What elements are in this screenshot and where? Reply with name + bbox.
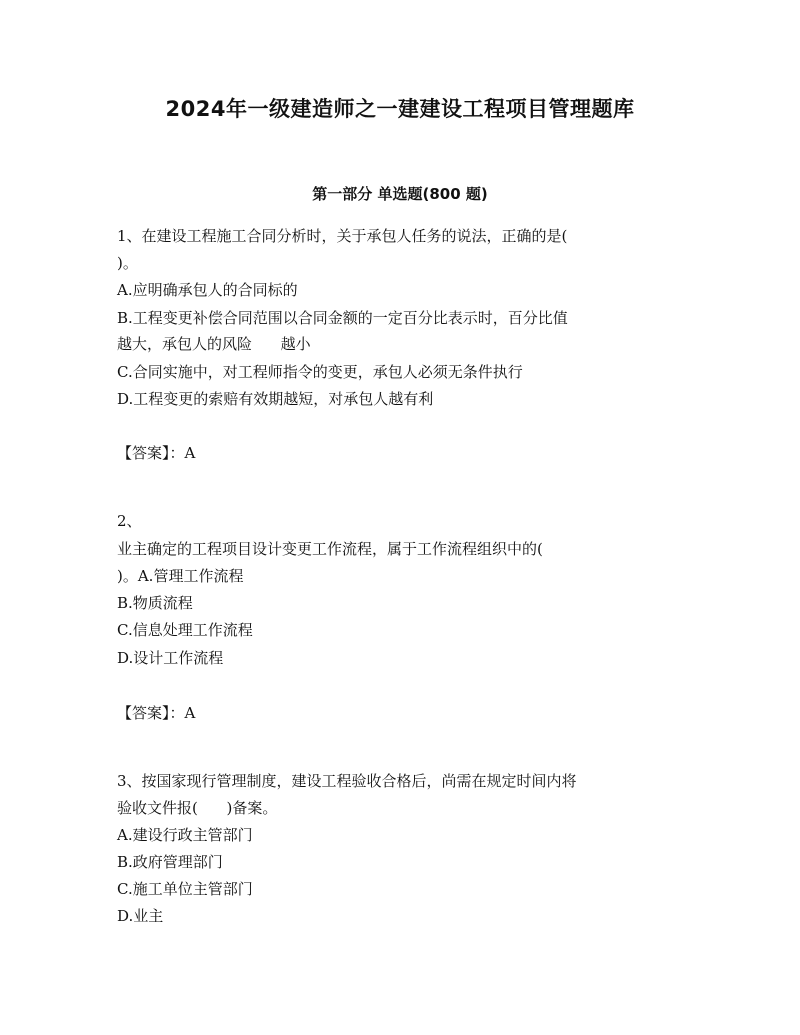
question-1-option-d: D.工程变更的索赔有效期越短，对承包人越有利 <box>117 390 434 408</box>
question-1-stem: 1、在建设工程施工合同分析时，关于承包人任务的说法，正确的是( <box>117 227 568 245</box>
question-1-answer: 【答案】：A <box>117 444 196 462</box>
question-3-stem-cont: 验收文件报( )备案。 <box>117 799 278 817</box>
question-2-number: 2、 <box>117 512 142 530</box>
question-1-option-b: B.工程变更补偿合同范围以合同金额的一定百分比表示时，百分比值 <box>117 309 568 327</box>
question-1-option-a: A.应明确承包人的合同标的 <box>117 281 298 299</box>
question-3-option-b: B.政府管理部门 <box>117 853 223 871</box>
question-2-option-d: D.设计工作流程 <box>117 649 224 667</box>
question-2-option-c: C.信息处理工作流程 <box>117 621 253 639</box>
question-2-answer: 【答案】：A <box>117 704 196 722</box>
section-title: 第一部分 单选题(800 题) <box>312 185 488 203</box>
question-3-option-d: D.业主 <box>117 907 164 925</box>
question-3-option-a: A.建设行政主管部门 <box>117 826 253 844</box>
question-2-stem: 业主确定的工程项目设计变更工作流程，属于工作流程组织中的( <box>117 540 543 558</box>
question-1-stem-cont: )。 <box>117 254 138 272</box>
question-1-option-b-cont: 越大，承包人的风险 越小 <box>117 335 311 353</box>
question-3-option-c: C.施工单位主管部门 <box>117 880 253 898</box>
question-2-option-a: )。A.管理工作流程 <box>117 567 244 585</box>
document-title: 2024年一级建造师之一建建设工程项目管理题库 <box>165 97 635 121</box>
question-1-option-c: C.合同实施中，对工程师指令的变更，承包人必须无条件执行 <box>117 363 523 381</box>
question-3-stem: 3、按国家现行管理制度，建设工程验收合格后，尚需在规定时间内将 <box>117 772 577 790</box>
question-2-option-b: B.物质流程 <box>117 594 193 612</box>
